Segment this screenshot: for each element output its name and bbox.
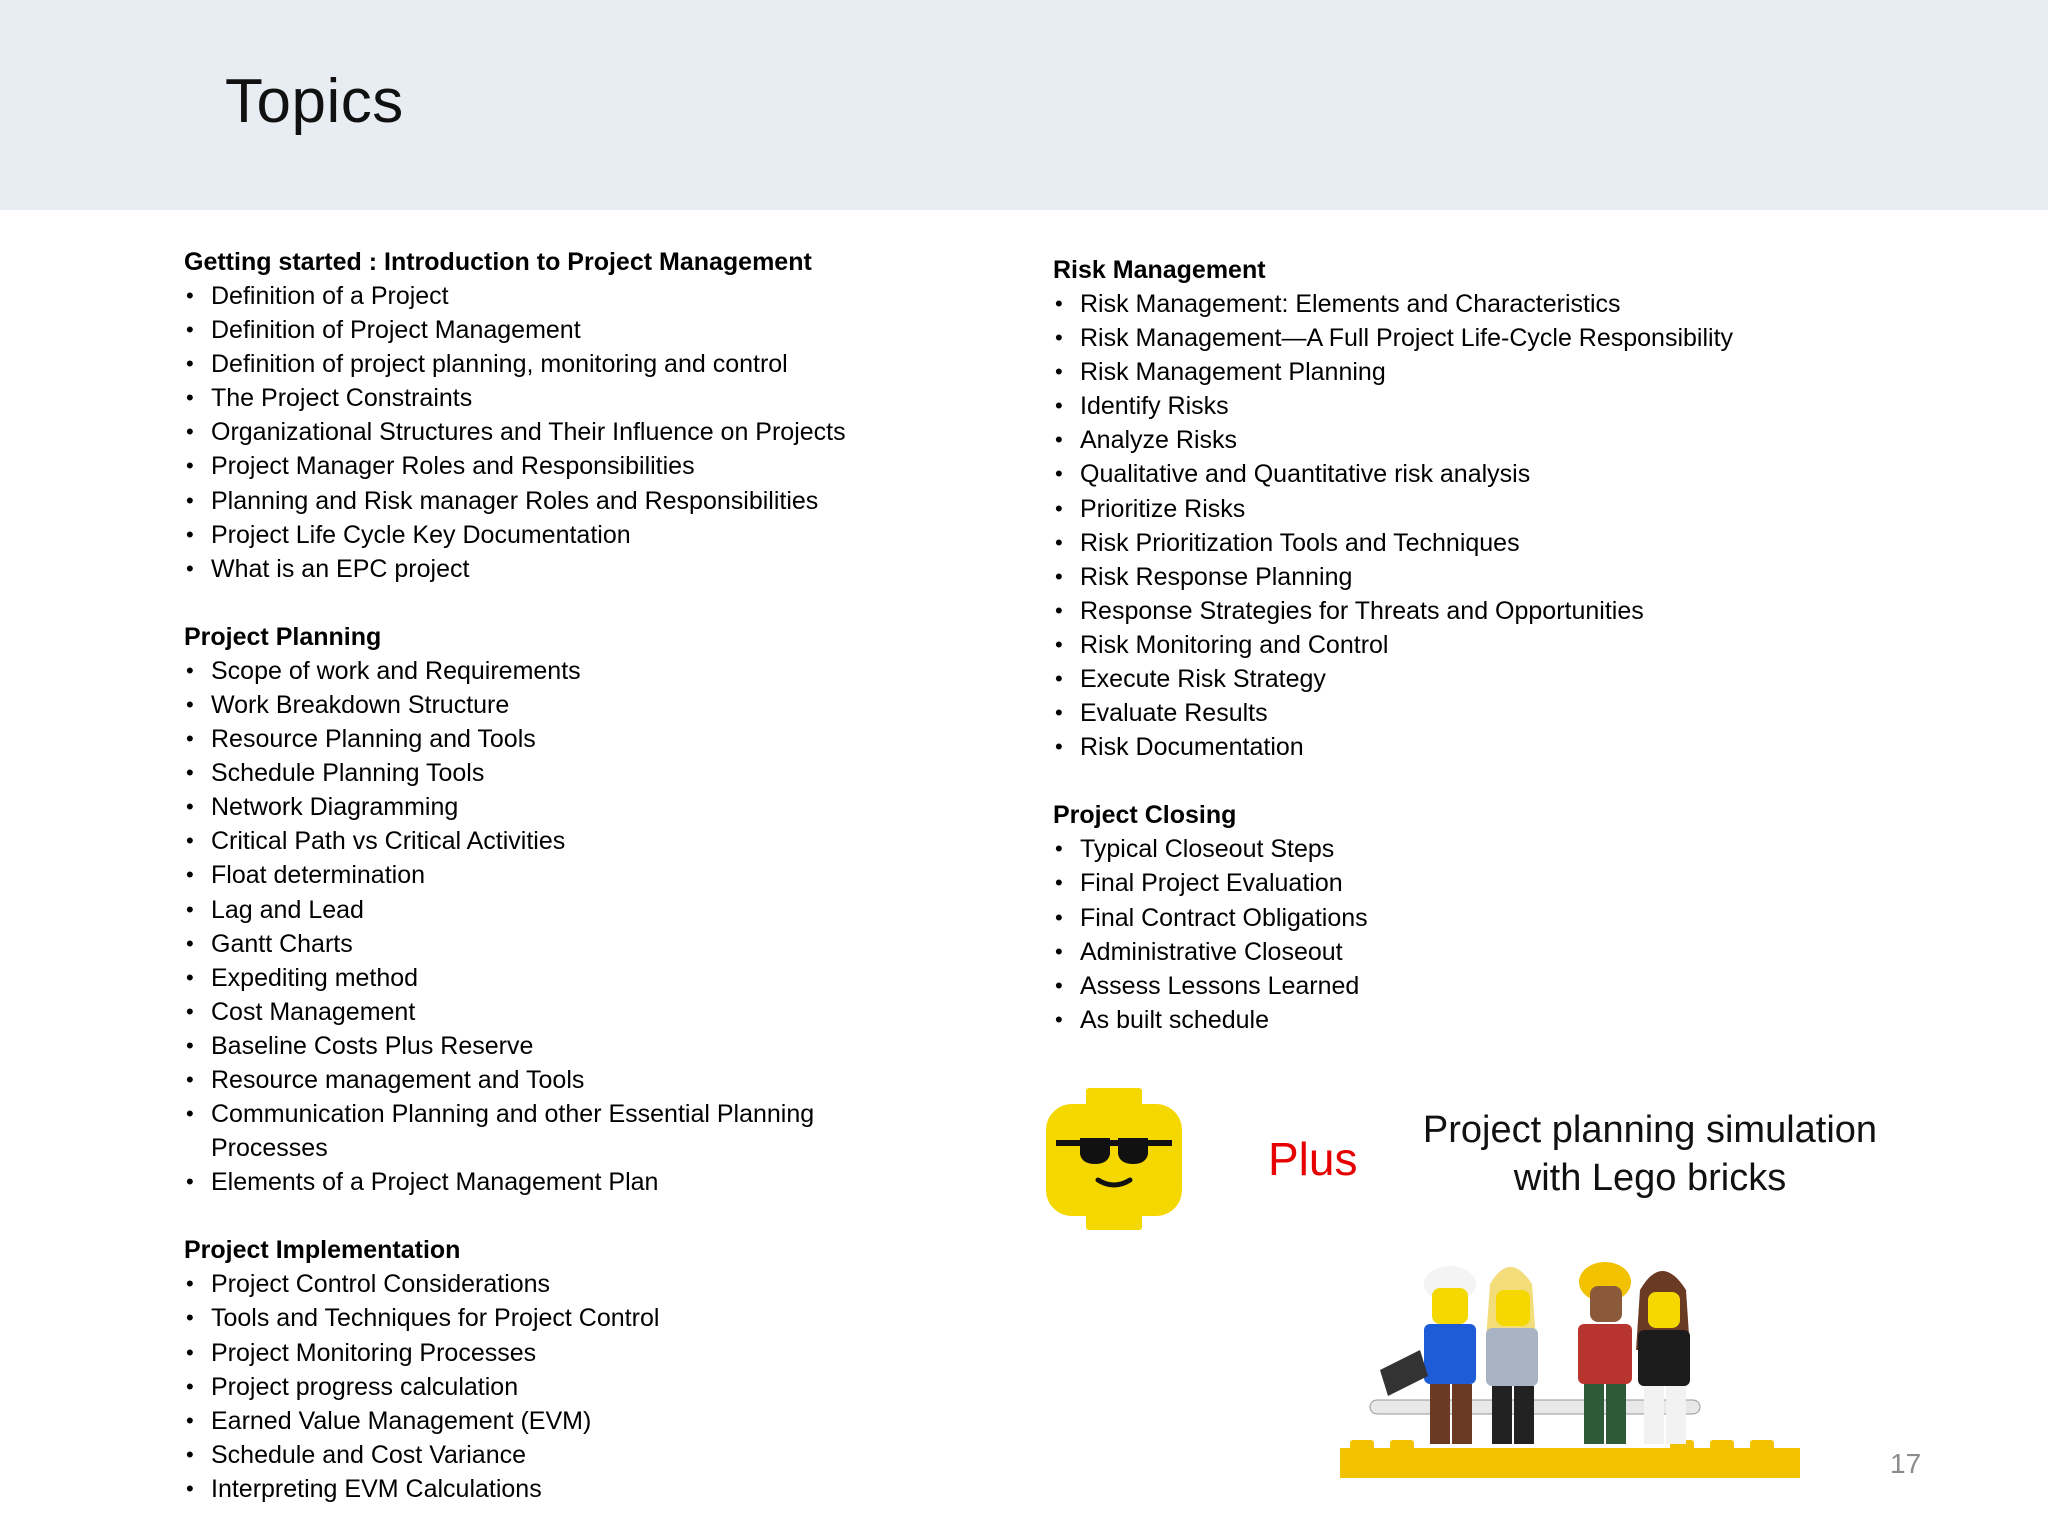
section-getting-started bbox=[184, 245, 1084, 586]
topic-item: • Definition of project planning, monitoring and control bbox=[184, 347, 1084, 381]
topic-item: • Definition of Project Management bbox=[184, 313, 1084, 347]
topic-item: • Gantt Charts bbox=[184, 927, 1084, 961]
topic-item: • Scope of work and Requirements bbox=[184, 654, 1084, 688]
page-number: 17 bbox=[1890, 1448, 1922, 1479]
topic-item: • Lag and Lead bbox=[184, 893, 1084, 927]
promo-line-1: Project planning simulation bbox=[1422, 1109, 1878, 1151]
topic-item: • Risk Documentation bbox=[1053, 730, 1953, 764]
topic-item: • Qualitative and Quantitative risk analysis bbox=[1053, 457, 1953, 491]
plus-label: Plus bbox=[1268, 1133, 1358, 1185]
topic-item: • Interpreting EVM Calculations bbox=[184, 1472, 1084, 1506]
lego-head-sunglasses-icon bbox=[1046, 1088, 1182, 1230]
topic-item: • Project Manager Roles and Responsibilities bbox=[184, 449, 1084, 483]
topic-item: • Project Control Considerations bbox=[184, 1267, 1084, 1301]
topic-item: • Response Strategies for Threats and Opportunities bbox=[1053, 594, 1953, 628]
topic-list bbox=[184, 654, 1084, 1200]
topic-list bbox=[1053, 287, 1953, 764]
topic-item: • Definition of a Project bbox=[184, 279, 1084, 313]
promo-caption bbox=[1400, 1106, 1900, 1202]
topic-list bbox=[184, 279, 1084, 586]
topic-item: • Project progress calculation bbox=[184, 1370, 1084, 1404]
topic-item: • Typical Closeout Steps bbox=[1053, 832, 1953, 866]
topic-item: • Expediting method bbox=[184, 961, 1084, 995]
promo-line-2: with Lego bricks bbox=[1513, 1157, 1787, 1199]
topic-item: • Risk Management—A Full Project Life-Cycle Responsibility bbox=[1053, 321, 1953, 355]
topic-item: • Identify Risks bbox=[1053, 389, 1953, 423]
topic-item: • Resource management and Tools bbox=[184, 1063, 1084, 1097]
topic-item: • Evaluate Results bbox=[1053, 696, 1953, 730]
topic-item: • Final Project Evaluation bbox=[1053, 866, 1953, 900]
topic-item: • Schedule and Cost Variance bbox=[184, 1438, 1084, 1472]
topic-item: • Cost Management bbox=[184, 995, 1084, 1029]
topic-item: • Assess Lessons Learned bbox=[1053, 969, 1953, 1003]
topic-list bbox=[184, 1267, 1084, 1506]
section-project-implementation bbox=[184, 1233, 1084, 1506]
topic-item: • The Project Constraints bbox=[184, 381, 1084, 415]
section-heading: Risk Management bbox=[1053, 256, 1266, 284]
topic-item: • Elements of a Project Management Plan bbox=[184, 1165, 1084, 1199]
topic-item: • Earned Value Management (EVM) bbox=[184, 1404, 1084, 1438]
topic-item: • Prioritize Risks bbox=[1053, 492, 1953, 526]
topic-item: • What is an EPC project bbox=[184, 552, 1084, 586]
topic-item: • Execute Risk Strategy bbox=[1053, 662, 1953, 696]
topic-item: • Organizational Structures and Their Influence on Projects bbox=[184, 415, 1084, 449]
topic-item: • Critical Path vs Critical Activities bbox=[184, 824, 1084, 858]
topic-item: • Project Monitoring Processes bbox=[184, 1336, 1084, 1370]
topic-item: • Tools and Techniques for Project Control bbox=[184, 1301, 1084, 1335]
topic-list bbox=[1053, 832, 1953, 1037]
topic-item: • Analyze Risks bbox=[1053, 423, 1953, 457]
topic-item: • Risk Response Planning bbox=[1053, 560, 1953, 594]
topic-item: • Float determination bbox=[184, 858, 1084, 892]
topic-item: • Planning and Risk manager Roles and Responsibilities bbox=[184, 484, 1084, 518]
topic-item: • Communication Planning and other Essential Planning Processes bbox=[184, 1097, 851, 1165]
topic-item: • Baseline Costs Plus Reserve bbox=[184, 1029, 1084, 1063]
topic-item: • Risk Management: Elements and Characteristics bbox=[1053, 287, 1953, 321]
left-column bbox=[184, 245, 1084, 1540]
right-column bbox=[1053, 253, 1953, 1071]
section-project-closing bbox=[1053, 798, 1953, 1037]
topic-item: • Administrative Closeout bbox=[1053, 935, 1953, 969]
section-heading: Project Planning bbox=[184, 622, 382, 651]
topic-item: • Schedule Planning Tools bbox=[184, 756, 1084, 790]
section-heading: Getting started : Introduction to Project Management bbox=[184, 248, 812, 276]
section-heading: Project Closing bbox=[1053, 801, 1237, 830]
topic-item: • Resource Planning and Tools bbox=[184, 722, 1084, 756]
topic-item: • Project Life Cycle Key Documentation bbox=[184, 518, 1084, 552]
topic-item: • Final Contract Obligations bbox=[1053, 901, 1953, 935]
topic-item: • Network Diagramming bbox=[184, 790, 1084, 824]
topic-item: • As built schedule bbox=[1053, 1003, 1953, 1037]
topic-item: • Risk Management Planning bbox=[1053, 355, 1953, 389]
topic-item: • Risk Prioritization Tools and Techniques bbox=[1053, 526, 1953, 560]
section-risk-management bbox=[1053, 253, 1953, 764]
section-project-planning bbox=[184, 620, 1084, 1200]
topic-item: • Risk Monitoring and Control bbox=[1053, 628, 1953, 662]
lego-minifigures-image bbox=[1340, 1250, 1810, 1490]
topic-item: • Work Breakdown Structure bbox=[184, 688, 1084, 722]
section-heading: Project Implementation bbox=[184, 1236, 461, 1265]
slide-title: Topics bbox=[225, 67, 404, 136]
